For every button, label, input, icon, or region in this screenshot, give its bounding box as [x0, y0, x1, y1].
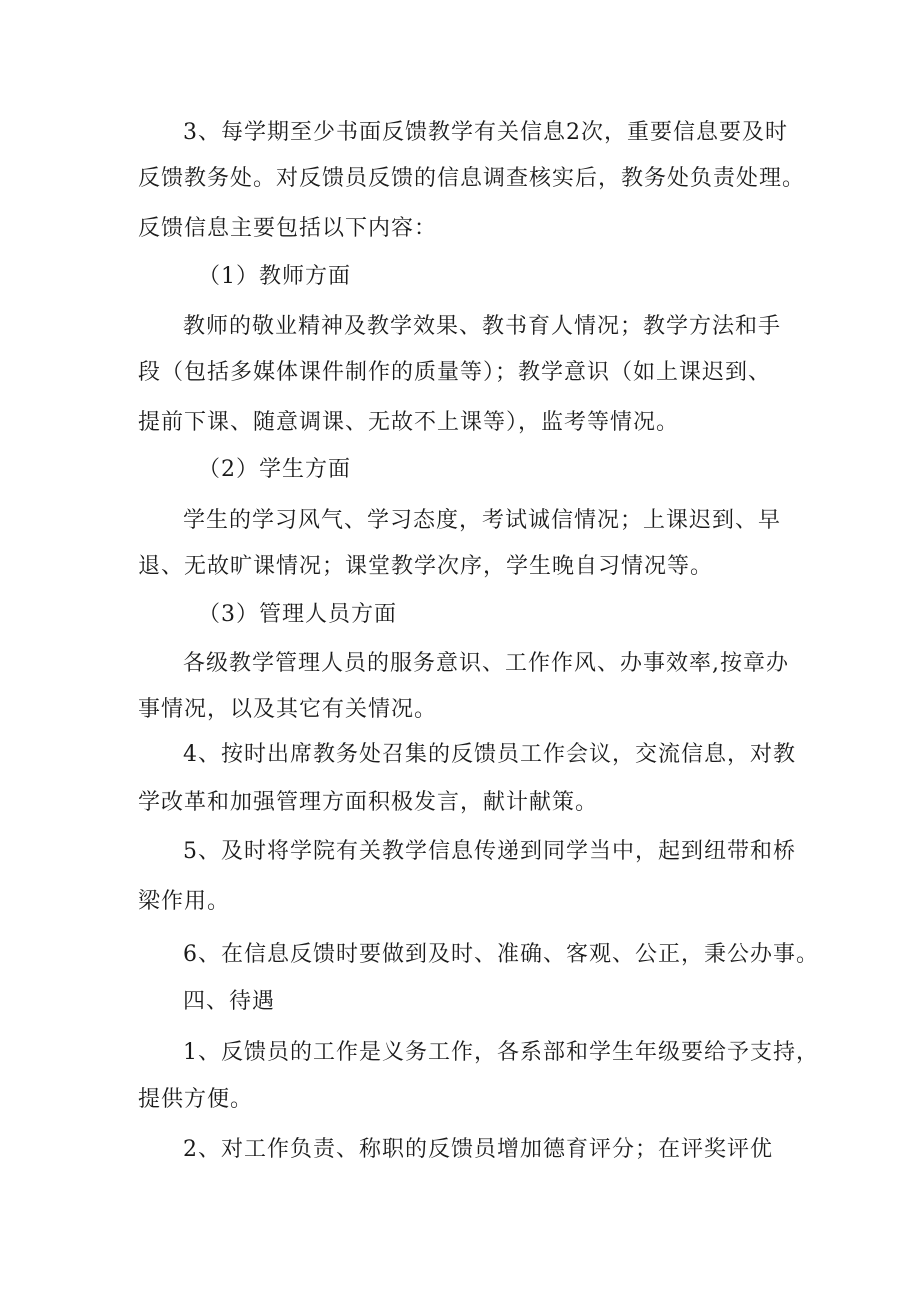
para-line: 提供方便。: [138, 1087, 254, 1112]
para-line: 学生的学习风气、学习态度，考试诚信情况；上课迟到、早: [183, 508, 782, 533]
para-line: 学改革和加强管理方面积极发言，献计献策。: [138, 790, 599, 815]
subheading-students: （2）学生方面: [198, 457, 351, 482]
para-line: 4、按时出席教务处召集的反馈员工作会议，交流信息，对教: [183, 742, 796, 767]
para-line: 3、每学期至少书面反馈教学有关信息2次，重要信息要及时: [183, 120, 788, 145]
para-line: 5、及时将学院有关教学信息传递到同学当中，起到纽带和桥: [183, 839, 796, 864]
para-line: 反馈信息主要包括以下内容：: [138, 216, 438, 241]
para-line: 反馈教务处。对反馈员反馈的信息调查核实后，教务处负责处理。: [138, 166, 806, 191]
para-line: 各级教学管理人员的服务意识、工作作风、办事效率,按章办: [183, 651, 789, 676]
para-line: 事情况，以及其它有关情况。: [138, 697, 438, 722]
para-line: 教师的敬业精神及教学效果、教书育人情况；教学方法和手: [183, 314, 782, 339]
para-line: 退、无故旷课情况；课堂教学次序，学生晚自习情况等。: [138, 554, 714, 579]
para-line: 6、在信息反馈时要做到及时、准确、客观、公正，秉公办事。: [183, 942, 819, 967]
para-line: 1、反馈员的工作是义务工作，各系部和学生年级要给予支持，: [183, 1040, 819, 1065]
subheading-management: （3）管理人员方面: [198, 602, 397, 627]
subheading-teachers: （1）教师方面: [198, 264, 351, 289]
para-line: 提前下课、随意调课、无故不上课等），监考等情况。: [138, 410, 680, 435]
para-line: 段（包括多媒体课件制作的质量等）；教学意识（如上课迟到、: [138, 360, 772, 385]
para-line: 2、对工作负责、称职的反馈员增加德育评分；在评奖评优: [183, 1137, 773, 1162]
para-line: 梁作用。: [138, 889, 231, 914]
section-heading-benefits: 四、待遇: [183, 989, 276, 1014]
